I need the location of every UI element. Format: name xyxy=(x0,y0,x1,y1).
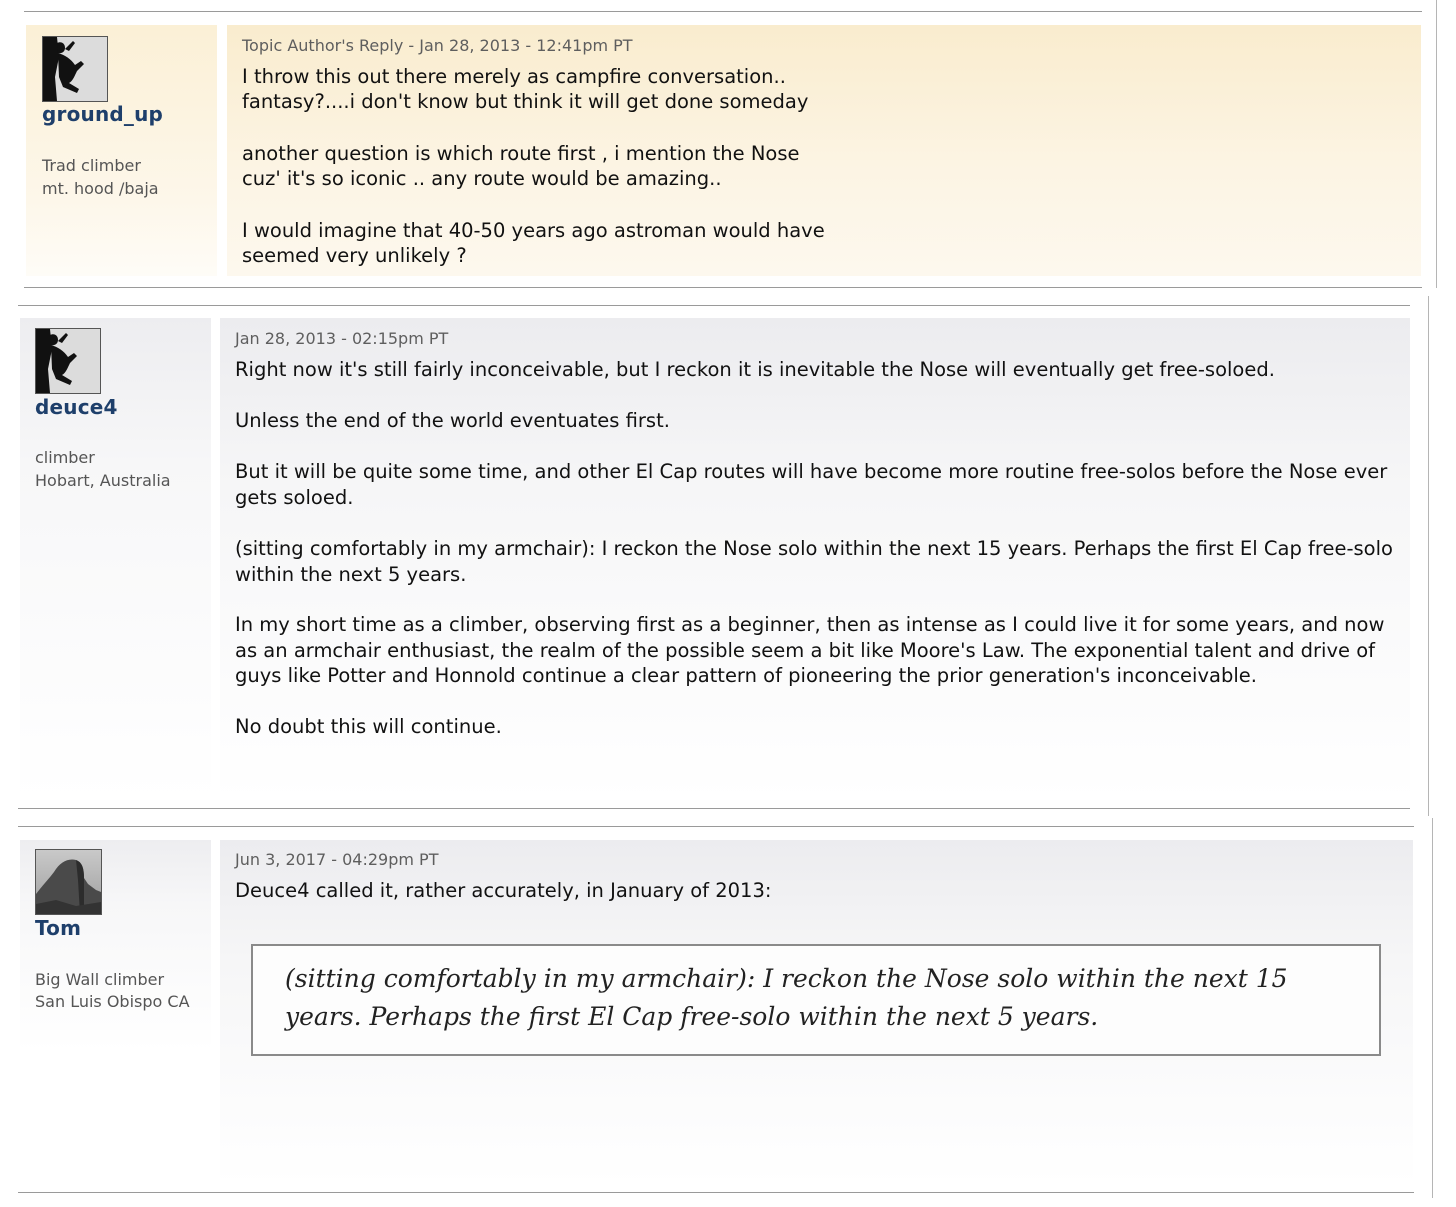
post-paragraph: No doubt this will continue. xyxy=(235,715,502,738)
post-divider xyxy=(18,305,1410,306)
avatar[interactable] xyxy=(35,328,101,394)
post-paragraph: (sitting comfortably in my armchair): I reckon the Nose solo within the next 15 years. Perhaps the first El Cap free-solo within the next 5 years. xyxy=(235,537,1393,586)
climber-silhouette-icon xyxy=(43,37,107,101)
post-text-line: fantasy?....i don't know but think it will get done someday xyxy=(242,90,809,113)
post-timestamp: Jun 3, 2017 - 04:29pm PT xyxy=(235,850,439,869)
post-frame-edge xyxy=(1436,0,1437,288)
blockquote xyxy=(251,944,1381,1056)
author-username[interactable]: ground_up xyxy=(42,102,164,126)
post-divider xyxy=(18,1192,1414,1193)
author-rank: Trad climber xyxy=(42,156,141,175)
post-divider xyxy=(24,287,1422,288)
author-rank: Big Wall climber xyxy=(35,970,165,989)
half-dome-photo-icon xyxy=(36,850,101,914)
post-paragraph: In my short time as a climber, observing first as a beginner, then as intense as I could live it for some years, and now as an armchair enthusiast, the realm of the possible seem a bit like Moore's Law. The exponential talent and drive of guys like Potter and Honnold continue a clear pattern of pioneering the prior generation's inconceivable. xyxy=(235,613,1385,687)
post-paragraph: Deuce4 called it, rather accurately, in January of 2013: xyxy=(235,879,772,902)
author-location: Hobart, Australia xyxy=(35,471,171,490)
avatar[interactable] xyxy=(42,36,108,102)
quote-text: (sitting comfortably in my armchair): I reckon the Nose solo within the next 15 years. Perhaps the first El Cap free-solo within the next 5 years. xyxy=(285,964,1288,1031)
author-location: San Luis Obispo CA xyxy=(35,992,190,1011)
post-divider xyxy=(24,11,1422,12)
post-text-line: cuz' it's so iconic .. any route would be amazing.. xyxy=(242,167,722,190)
post-paragraph: Unless the end of the world eventuates first. xyxy=(235,409,670,432)
post-text-line: another question is which route first , i mention the Nose xyxy=(242,142,800,165)
post-paragraph: But it will be quite some time, and other El Cap routes will have become more routine free-solos before the Nose ever gets soloed. xyxy=(235,460,1388,509)
post-divider xyxy=(18,826,1414,827)
post-divider xyxy=(18,808,1410,809)
post-text-line: I throw this out there merely as campfire conversation.. xyxy=(242,65,786,88)
post-frame-edge xyxy=(1432,818,1433,1198)
post-paragraph: Right now it's still fairly inconceivable, but I reckon it is inevitable the Nose will eventually get free-soloed. xyxy=(235,358,1275,381)
author-username[interactable]: Tom xyxy=(35,916,82,940)
avatar[interactable] xyxy=(35,849,102,915)
author-rank: climber xyxy=(35,448,95,467)
post-frame-edge xyxy=(1428,296,1429,816)
author-username[interactable]: deuce4 xyxy=(35,395,118,419)
climber-silhouette-icon xyxy=(36,329,100,393)
post-timestamp: Jan 28, 2013 - 02:15pm PT xyxy=(235,329,449,348)
post-text-line: seemed very unlikely ? xyxy=(242,244,467,267)
author-location: mt. hood /baja xyxy=(42,179,159,198)
post-text-line: I would imagine that 40-50 years ago astroman would have xyxy=(242,219,825,242)
post-timestamp: Topic Author's Reply - Jan 28, 2013 - 12:41pm PT xyxy=(242,36,633,55)
